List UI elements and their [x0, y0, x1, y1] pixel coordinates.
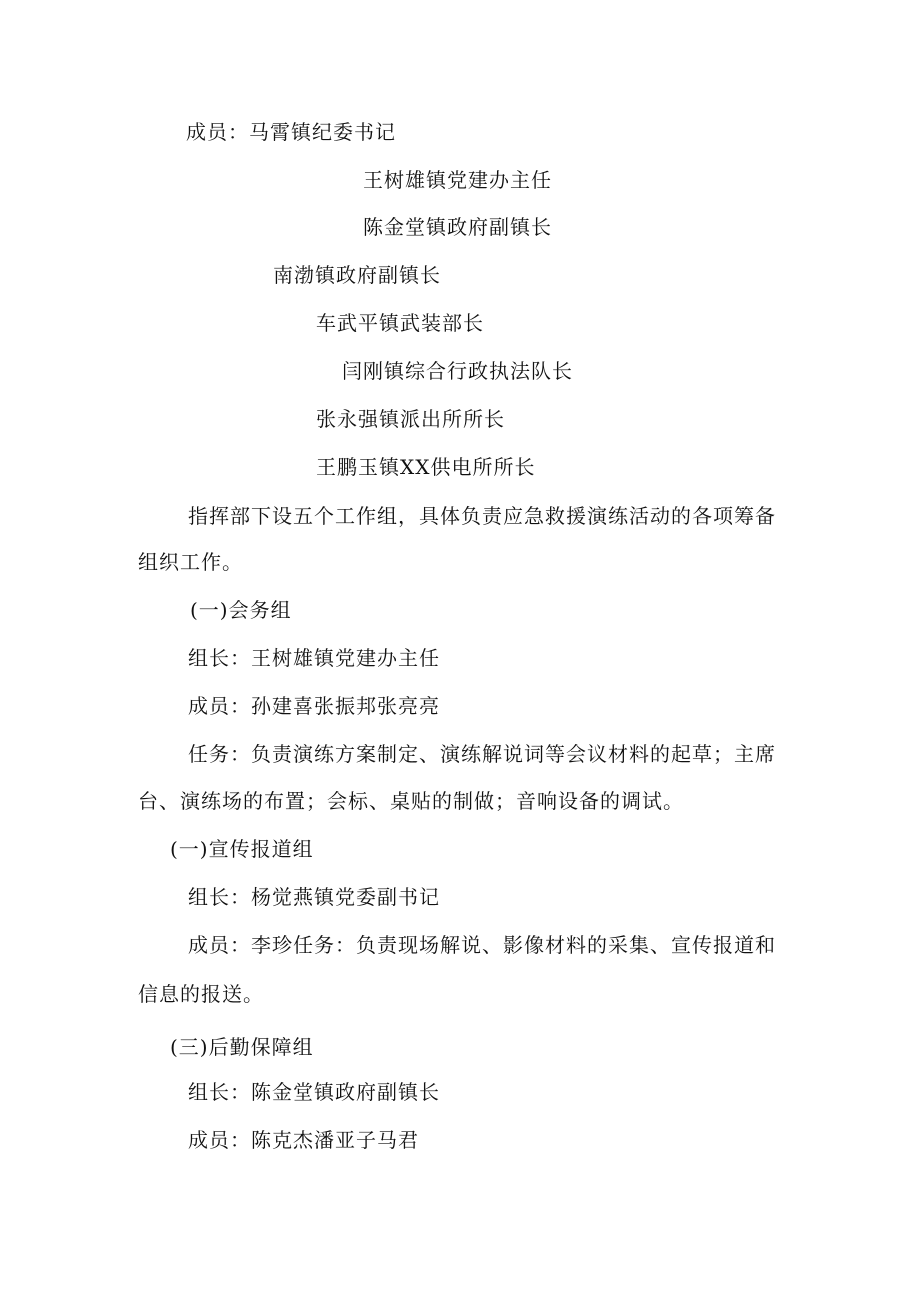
doc-line-15: 台、演练场的布置；会标、桌贴的制做；音响设备的调试。 — [138, 789, 684, 813]
doc-line-21: 组长：陈金堂镇政府副镇长 — [188, 1080, 440, 1104]
doc-line-5: 车武平镇武装部长 — [316, 311, 484, 335]
doc-line-4: 南渤镇政府副镇长 — [273, 263, 441, 287]
doc-line-13: 成员：孙建喜张振邦张亮亮 — [188, 694, 440, 718]
doc-line-2: 王树雄镇党建办主任 — [363, 168, 552, 192]
doc-line-6: 闫刚镇综合行政执法队长 — [342, 359, 573, 383]
doc-line-10: 组织工作。 — [138, 550, 243, 574]
doc-line-18: 成员：李珍任务：负责现场解说、影像材料的采集、宣传报道和 — [188, 933, 776, 957]
doc-line-12: 组长：王树雄镇党建办主任 — [188, 646, 440, 670]
doc-line-22: 成员：陈克杰潘亚子马君 — [188, 1128, 419, 1152]
doc-line-9: 指挥部下设五个工作组，具体负责应急救援演练活动的各项筹备 — [188, 504, 776, 528]
section-heading-3: (三)后勤保障组 — [170, 1035, 314, 1059]
doc-line-19: 信息的报送。 — [138, 982, 264, 1006]
doc-line-3: 陈金堂镇政府副镇长 — [363, 215, 552, 239]
section-heading-2: (一)宣传报道组 — [170, 837, 314, 861]
doc-line-7: 张永强镇派出所所长 — [316, 407, 505, 431]
doc-line-14: 任务：负责演练方案制定、演练解说词等会议材料的起草；主席 — [188, 742, 776, 766]
doc-line-17: 组长：杨觉燕镇党委副书记 — [188, 885, 440, 909]
doc-line-8: 王鹏玉镇XX供电所所长 — [316, 455, 536, 479]
section-heading-1: (一)会务组 — [190, 598, 292, 622]
doc-line-1: 成员：马霄镇纪委书记 — [186, 120, 396, 144]
